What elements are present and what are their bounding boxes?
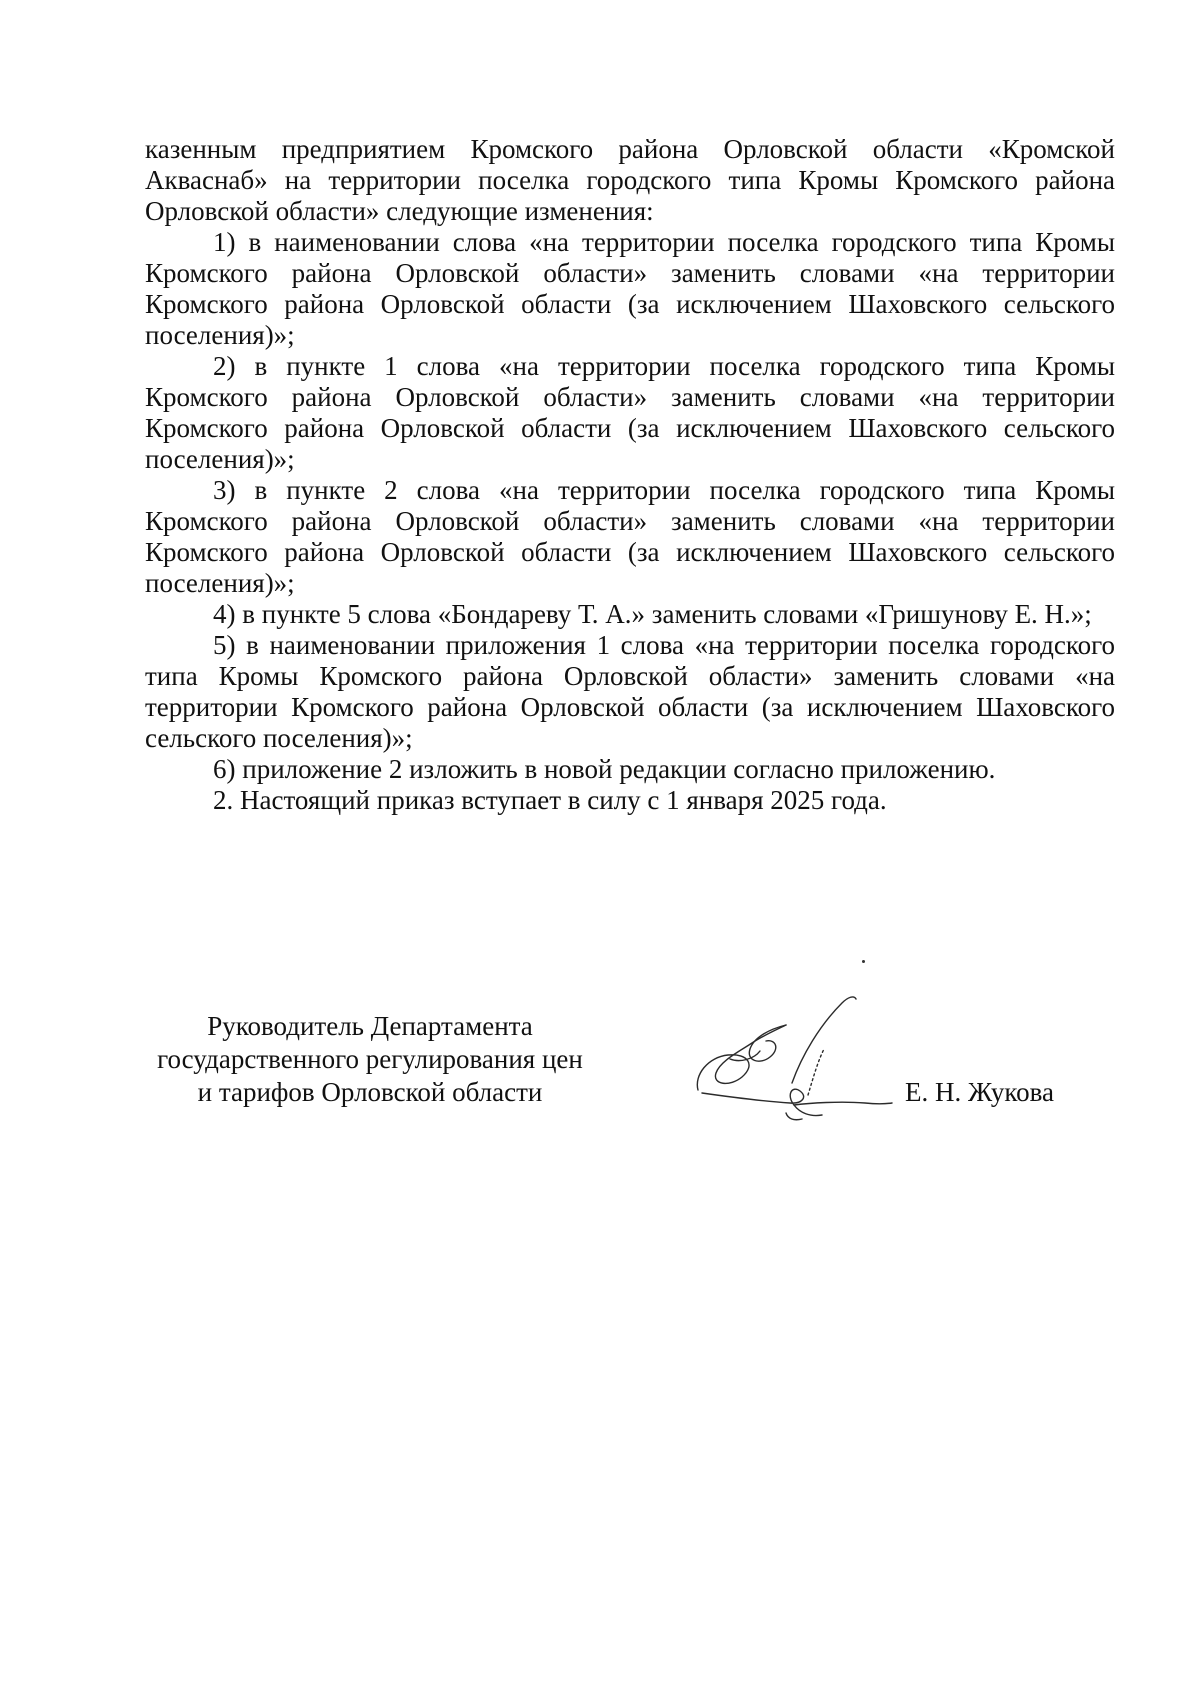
paragraph-item-3: 3) в пункте 2 слова «на территории поселка городского типа Кромы Кромского района Орловской области» заменить словами «на территории Кромского района Орловской области (за исключением Шаховского сельского поселения)»; bbox=[145, 475, 1115, 598]
paragraph-item-4: 4) в пункте 5 слова «Бондареву Т. А.» заменить словами «Гришунову Е. Н.»; bbox=[213, 599, 1092, 629]
signer-name: Е. Н. Жукова bbox=[905, 1077, 1054, 1107]
signer-title-line: Руководитель Департамента bbox=[207, 1011, 533, 1041]
document-body bbox=[145, 134, 1115, 816]
paragraph-item-6: 6) приложение 2 изложить в новой редакции согласно приложению. bbox=[213, 754, 996, 784]
paragraph-intro-continuation: казенным предприятием Кромского района Орловской области «Кромской Акваснаб» на территории поселка городского типа Кромы Кромского района Орловской области» следующие изменения: bbox=[145, 134, 1115, 226]
paragraph-clause-2: 2. Настоящий приказ вступает в силу с 1 января 2025 года. bbox=[213, 785, 887, 815]
scan-speck bbox=[862, 960, 865, 963]
handwritten-signature-icon bbox=[690, 985, 900, 1125]
paragraph-item-2: 2) в пункте 1 слова «на территории поселка городского типа Кромы Кромского района Орловской области» заменить словами «на территории Кромского района Орловской области (за исключением Шаховского сельского поселения)»; bbox=[145, 351, 1115, 474]
paragraph-item-1: 1) в наименовании слова «на территории поселка городского типа Кромы Кромского района Орловской области» заменить словами «на территории Кромского района Орловской области (за исключением Шаховского сельского поселения)»; bbox=[145, 227, 1115, 350]
signer-title bbox=[140, 1010, 600, 1109]
paragraph-item-5: 5) в наименовании приложения 1 слова «на территории поселка городского типа Кромы Кромского района Орловской области» заменить словами «на территории Кромского района Орловской области (за исключением Шаховского сельского поселения)»; bbox=[145, 630, 1115, 753]
signer-title-line: и тарифов Орловской области bbox=[197, 1077, 543, 1107]
signer-title-line: государственного регулирования цен bbox=[157, 1044, 583, 1074]
